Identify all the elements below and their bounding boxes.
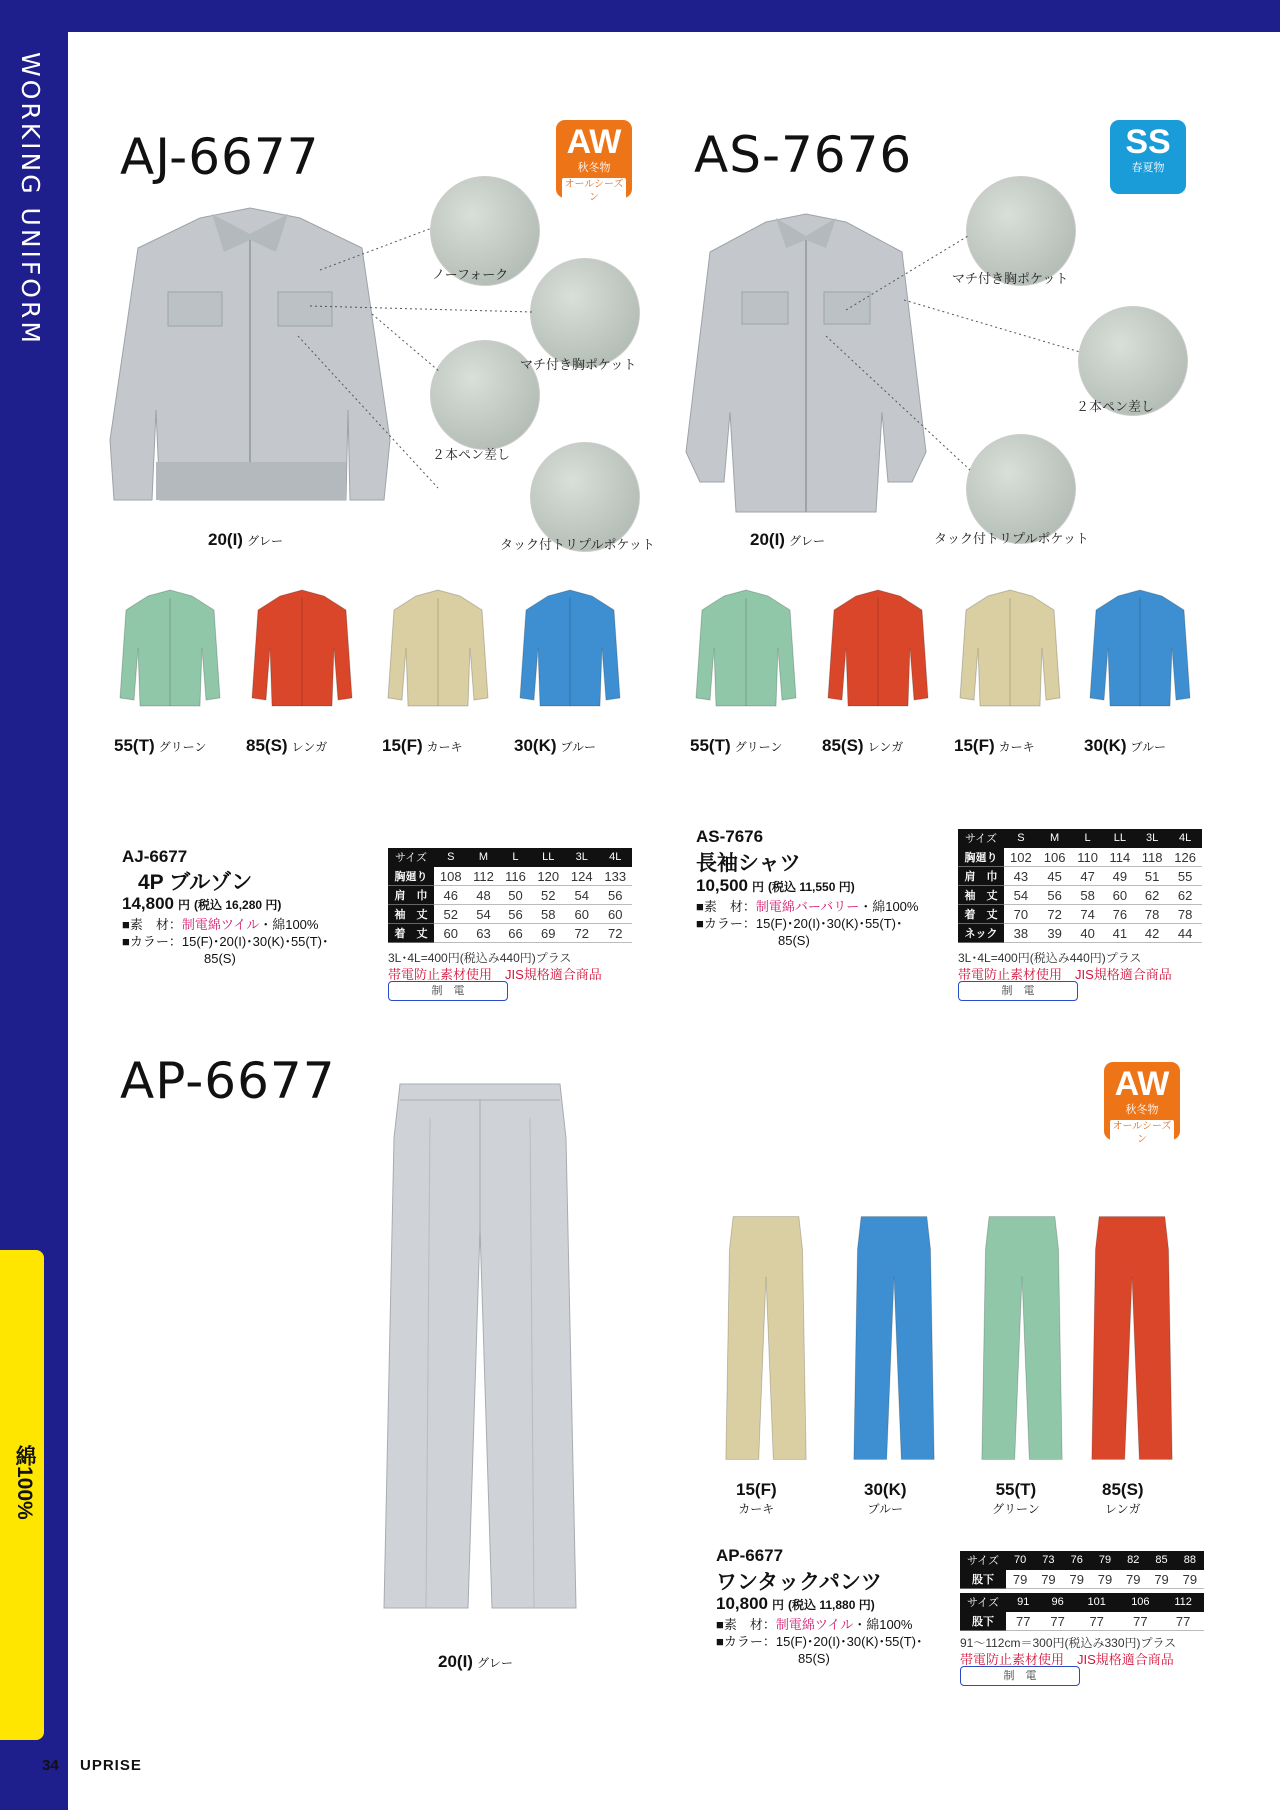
ap-size-large-cell: 77 <box>1040 1612 1074 1631</box>
aj-season-badge: AW 秋冬物 オールシーズン <box>556 120 632 198</box>
ap-size-table-large <box>960 1593 1204 1631</box>
as-size-row <box>958 905 1202 924</box>
aj-size-cell: 52 <box>531 886 564 905</box>
aj-size-row-label: 袖 丈 <box>388 905 434 924</box>
aj-size-cell: 66 <box>499 924 531 943</box>
aj-jis-note: 帯電防止素材使用 JIS規格適合商品 <box>388 967 602 982</box>
aj-size-cell: 108 <box>434 867 467 886</box>
as-info-code: AS-7676 <box>696 827 764 846</box>
aj-callout-no-fork: ノーフォーク <box>432 267 509 282</box>
aj-main-color-caption: 20(I) グレー <box>208 530 283 549</box>
ap-variant-code: 15(F) <box>736 1480 777 1499</box>
as-size-cell: 118 <box>1136 848 1168 867</box>
aj-size-header-cell: 3L <box>565 848 598 867</box>
as-variant-code: 30(K) <box>1084 736 1127 755</box>
as-variant-name: レンガ <box>867 740 904 754</box>
as-size-cell: 126 <box>1168 848 1202 867</box>
ap-size-regular-header-cell: 73 <box>1034 1551 1062 1570</box>
footer-brand: UPRISE <box>80 1757 142 1774</box>
as-size-cell: 45 <box>1038 867 1072 886</box>
aj-antistatic-label: 制 電 <box>388 981 508 1001</box>
ap-variant-name: ブルー <box>867 1502 904 1516</box>
aj-size-header-cell: M <box>467 848 499 867</box>
ap-size-regular-header-cell: 70 <box>1006 1551 1034 1570</box>
ap-variant-image <box>724 1202 808 1474</box>
ap-size-large-header-cell: 96 <box>1040 1593 1074 1612</box>
ap-size-regular-row <box>960 1570 1204 1589</box>
aj-size-cell: 48 <box>467 886 499 905</box>
as-info-name: 長袖シャツ <box>696 852 801 875</box>
as-size-cell: 62 <box>1136 886 1168 905</box>
ap-pants-gray-image <box>380 1078 580 1618</box>
ap-size-large-header-cell: 112 <box>1162 1593 1204 1612</box>
as-size-cell: 40 <box>1072 924 1104 943</box>
as-main-color-caption: 20(I) グレー <box>750 530 825 549</box>
as-size-header-row <box>958 829 1202 848</box>
as-size-cell: 51 <box>1136 867 1168 886</box>
as-variant-image <box>694 588 798 708</box>
aj-size-cell: 72 <box>565 924 598 943</box>
aj-callout-pen: ２本ペン差し <box>432 447 511 462</box>
ap-variant-name: レンガ <box>1104 1502 1141 1516</box>
as-callout-gusset-pocket: マチ付き胸ポケット <box>952 271 1069 286</box>
ap-variant-caption <box>1102 1480 1144 1517</box>
aj-variant-caption <box>114 736 206 756</box>
ap-size-regular-header-cell: 88 <box>1176 1551 1204 1570</box>
ap-variant-image <box>1090 1202 1174 1474</box>
ap-variant-name: カーキ <box>738 1502 775 1516</box>
as-size-cell: 102 <box>1004 848 1038 867</box>
ap-variant-caption <box>736 1480 777 1517</box>
ap-size-regular-cell: 79 <box>1147 1570 1175 1589</box>
ap-variant-image <box>852 1202 936 1474</box>
as-model-title: AS-7676 <box>694 126 913 184</box>
as-variant-image <box>958 588 1062 708</box>
aj-variant-code: 85(S) <box>246 736 288 755</box>
as-size-row <box>958 924 1202 943</box>
aj-size-cell: 116 <box>499 867 531 886</box>
ap-variant-code: 85(S) <box>1102 1480 1144 1499</box>
as-size-row-label: 袖 丈 <box>958 886 1004 905</box>
aj-size-cell: 46 <box>434 886 467 905</box>
aj-info-code: AJ-6677 <box>122 847 188 866</box>
aj-size-cell: 56 <box>499 905 531 924</box>
ap-season-badge: AW 秋冬物 オールシーズン <box>1104 1062 1180 1140</box>
as-info-price: 10,500 円 (税込 11,550 円) <box>696 876 855 895</box>
aj-info-price: 14,800 円 (税込 16,280 円) <box>122 894 282 913</box>
as-size-row-label: 胸廻り <box>958 848 1004 867</box>
aj-info-name: 4P ブルゾン <box>138 871 253 894</box>
as-info-colors: ■カラー：15(F)･20(I)･30(K)･55(T)･ 85(S) <box>696 916 903 948</box>
as-variant-image <box>826 588 930 708</box>
aj-size-row <box>388 905 632 924</box>
ap-size-regular-header-row <box>960 1551 1204 1570</box>
as-callout-triple: タック付トリプルポケット <box>934 531 1089 546</box>
as-size-cell: 78 <box>1136 905 1168 924</box>
as-season-badge: SS 春夏物 <box>1110 120 1186 194</box>
aj-size-cell: 58 <box>531 905 564 924</box>
aj-variant-image <box>118 588 222 708</box>
as-variant-name: ブルー <box>1130 740 1167 754</box>
aj-variant-image <box>386 588 490 708</box>
ap-size-large-header-cell: 101 <box>1075 1593 1119 1612</box>
ap-info-price: 10,800 円 (税込 11,880 円) <box>716 1594 875 1613</box>
aj-info-colors: ■カラー：15(F)･20(I)･30(K)･55(T)･ 85(S) <box>122 934 329 966</box>
aj-callout-triple: タック付トリプルポケット <box>500 537 655 552</box>
as-size-cell: 106 <box>1038 848 1072 867</box>
as-size-cell: 55 <box>1168 867 1202 886</box>
ap-size-regular-header-cell: 79 <box>1091 1551 1119 1570</box>
ap-size-regular-header-cell: 85 <box>1147 1551 1175 1570</box>
ap-variant-caption <box>992 1480 1040 1517</box>
aj-size-cell: 63 <box>467 924 499 943</box>
aj-size-header-cell: S <box>434 848 467 867</box>
as-jis-note: 帯電防止素材使用 JIS規格適合商品 <box>958 967 1172 982</box>
ap-size-note: 91～112cm＝300円(税込み330円)プラス <box>960 1636 1177 1650</box>
aj-model-title: AJ-6677 <box>120 128 320 186</box>
ap-size-large-header-cell: 106 <box>1119 1593 1163 1612</box>
ap-size-regular-cell: 79 <box>1176 1570 1204 1589</box>
aj-size-cell: 50 <box>499 886 531 905</box>
as-size-cell: 47 <box>1072 867 1104 886</box>
as-size-cell: 42 <box>1136 924 1168 943</box>
aj-size-cell: 60 <box>565 905 598 924</box>
as-size-row-label: 着 丈 <box>958 905 1004 924</box>
as-size-header-cell: 4L <box>1168 829 1202 848</box>
ap-model-title: AP-6677 <box>120 1052 336 1110</box>
aj-variant-name: カーキ <box>426 740 463 754</box>
ap-info-name: ワンタックパンツ <box>716 1571 882 1594</box>
ap-main-color-caption: 20(I) グレー <box>438 1652 513 1671</box>
as-size-cell: 74 <box>1072 905 1104 924</box>
ap-variant-image <box>980 1202 1064 1474</box>
aj-variant-image <box>250 588 354 708</box>
as-size-cell: 76 <box>1104 905 1136 924</box>
aj-size-row <box>388 867 632 886</box>
as-size-header-cell: M <box>1038 829 1072 848</box>
aj-size-header-cell: LL <box>531 848 564 867</box>
aj-info-material: ■素 材：制電綿ツイル・綿100% <box>122 917 319 932</box>
aj-size-cell: 120 <box>531 867 564 886</box>
ap-variant-caption <box>864 1480 907 1517</box>
aj-size-header-cell: 4L <box>598 848 632 867</box>
as-variant-code: 15(F) <box>954 736 995 755</box>
ap-size-large-cell: 77 <box>1006 1612 1040 1631</box>
as-variant-caption <box>1084 736 1166 756</box>
aj-size-header-cell: L <box>499 848 531 867</box>
ap-jis-note: 帯電防止素材使用 JIS規格適合商品 <box>960 1652 1174 1667</box>
as-size-row-label: ネック <box>958 924 1004 943</box>
aj-variant-caption <box>382 736 463 756</box>
aj-callout-gusset-pocket: マチ付き胸ポケット <box>520 357 637 372</box>
as-size-table <box>958 829 1202 943</box>
as-variant-code: 55(T) <box>690 736 731 755</box>
as-size-row <box>958 886 1202 905</box>
as-size-cell: 110 <box>1072 848 1104 867</box>
ap-info-material: ■素 材：制電綿ツイル・綿100% <box>716 1617 913 1632</box>
as-callout-pen: ２本ペン差し <box>1076 399 1155 414</box>
ap-size-large-row-label: 股下 <box>960 1612 1006 1631</box>
aj-variant-code: 30(K) <box>514 736 557 755</box>
aj-size-cell: 69 <box>531 924 564 943</box>
as-variant-code: 85(S) <box>822 736 864 755</box>
page-number: 34 <box>42 1757 59 1774</box>
aj-variant-name: グリーン <box>158 740 207 754</box>
aj-size-row <box>388 924 632 943</box>
as-size-header-cell: サイズ <box>958 829 1004 848</box>
ap-size-regular-cell: 79 <box>1006 1570 1034 1589</box>
ap-size-regular-header-cell: 76 <box>1063 1551 1091 1570</box>
ap-size-large-header-cell: サイズ <box>960 1593 1006 1612</box>
as-size-cell: 114 <box>1104 848 1136 867</box>
as-size-row <box>958 867 1202 886</box>
aj-size-cell: 56 <box>598 886 632 905</box>
as-size-header-cell: LL <box>1104 829 1136 848</box>
ap-info-code: AP-6677 <box>716 1546 784 1565</box>
as-size-note: 3L･4L=400円(税込み440円)プラス <box>958 951 1142 965</box>
as-variant-name: グリーン <box>734 740 783 754</box>
as-size-cell: 38 <box>1004 924 1038 943</box>
aj-size-cell: 133 <box>598 867 632 886</box>
aj-size-cell: 60 <box>434 924 467 943</box>
ap-size-regular-cell: 79 <box>1091 1570 1119 1589</box>
aj-size-header-row <box>388 848 632 867</box>
material-badge: 綿100% <box>0 1250 44 1740</box>
as-variant-image <box>1088 588 1192 708</box>
as-size-cell: 62 <box>1168 886 1202 905</box>
ap-size-regular-cell: 79 <box>1034 1570 1062 1589</box>
as-variant-caption <box>822 736 903 756</box>
aj-size-row-label: 着 丈 <box>388 924 434 943</box>
ap-antistatic-label: 制 電 <box>960 1666 1080 1686</box>
as-variant-caption <box>690 736 782 756</box>
as-size-row <box>958 848 1202 867</box>
as-size-cell: 56 <box>1038 886 1072 905</box>
ap-size-large-cell: 77 <box>1075 1612 1119 1631</box>
as-size-cell: 54 <box>1004 886 1038 905</box>
as-size-cell: 72 <box>1038 905 1072 924</box>
as-size-cell: 60 <box>1104 886 1136 905</box>
ap-size-large-cell: 77 <box>1162 1612 1204 1631</box>
as-variant-caption <box>954 736 1035 756</box>
aj-size-header-cell: サイズ <box>388 848 434 867</box>
as-size-cell: 41 <box>1104 924 1136 943</box>
aj-size-cell: 124 <box>565 867 598 886</box>
ap-size-regular-header-cell: 82 <box>1119 1551 1147 1570</box>
aj-size-cell: 72 <box>598 924 632 943</box>
ap-size-table-regular <box>960 1551 1204 1589</box>
aj-variant-name: レンガ <box>291 740 328 754</box>
ap-size-regular-row-label: 股下 <box>960 1570 1006 1589</box>
ap-size-large-cell: 77 <box>1119 1612 1163 1631</box>
as-size-cell: 58 <box>1072 886 1104 905</box>
as-size-header-cell: L <box>1072 829 1104 848</box>
aj-size-cell: 112 <box>467 867 499 886</box>
as-size-cell: 78 <box>1168 905 1202 924</box>
ap-variant-code: 30(K) <box>864 1480 907 1499</box>
ap-size-regular-cell: 79 <box>1119 1570 1147 1589</box>
ap-variant-name: グリーン <box>992 1502 1040 1516</box>
aj-size-cell: 54 <box>565 886 598 905</box>
aj-size-row-label: 胸廻り <box>388 867 434 886</box>
as-size-cell: 39 <box>1038 924 1072 943</box>
aj-variant-name: ブルー <box>560 740 597 754</box>
ap-info-colors: ■カラー：15(F)･20(I)･30(K)･55(T)･ 85(S) <box>716 1634 923 1666</box>
aj-variant-code: 15(F) <box>382 736 423 755</box>
as-size-cell: 44 <box>1168 924 1202 943</box>
ap-size-regular-header-cell: サイズ <box>960 1551 1006 1570</box>
ap-variant-code: 55(T) <box>995 1480 1037 1499</box>
ap-size-large-row <box>960 1612 1204 1631</box>
aj-size-note: 3L･4L=400円(税込み440円)プラス <box>388 951 572 965</box>
aj-variant-image <box>518 588 622 708</box>
ap-size-regular-cell: 79 <box>1063 1570 1091 1589</box>
ap-size-large-header-cell: 91 <box>1006 1593 1040 1612</box>
aj-size-row-label: 肩 巾 <box>388 886 434 905</box>
aj-size-table <box>388 848 632 943</box>
ap-size-large-header-row <box>960 1593 1204 1612</box>
as-callout-lines <box>0 0 1280 560</box>
as-size-cell: 43 <box>1004 867 1038 886</box>
as-size-row-label: 肩 巾 <box>958 867 1004 886</box>
as-size-header-cell: S <box>1004 829 1038 848</box>
aj-size-row <box>388 886 632 905</box>
as-size-cell: 70 <box>1004 905 1038 924</box>
aj-variant-caption <box>246 736 327 756</box>
as-size-header-cell: 3L <box>1136 829 1168 848</box>
as-variant-name: カーキ <box>998 740 1035 754</box>
as-size-cell: 49 <box>1104 867 1136 886</box>
aj-size-cell: 60 <box>598 905 632 924</box>
aj-variant-code: 55(T) <box>114 736 155 755</box>
aj-variant-caption <box>514 736 596 756</box>
aj-size-cell: 52 <box>434 905 467 924</box>
as-antistatic-label: 制 電 <box>958 981 1078 1001</box>
as-info-material: ■素 材：制電綿バーバリー・綿100% <box>696 899 919 914</box>
sidebar-title: WORKING UNIFORM <box>16 52 45 346</box>
aj-size-cell: 54 <box>467 905 499 924</box>
